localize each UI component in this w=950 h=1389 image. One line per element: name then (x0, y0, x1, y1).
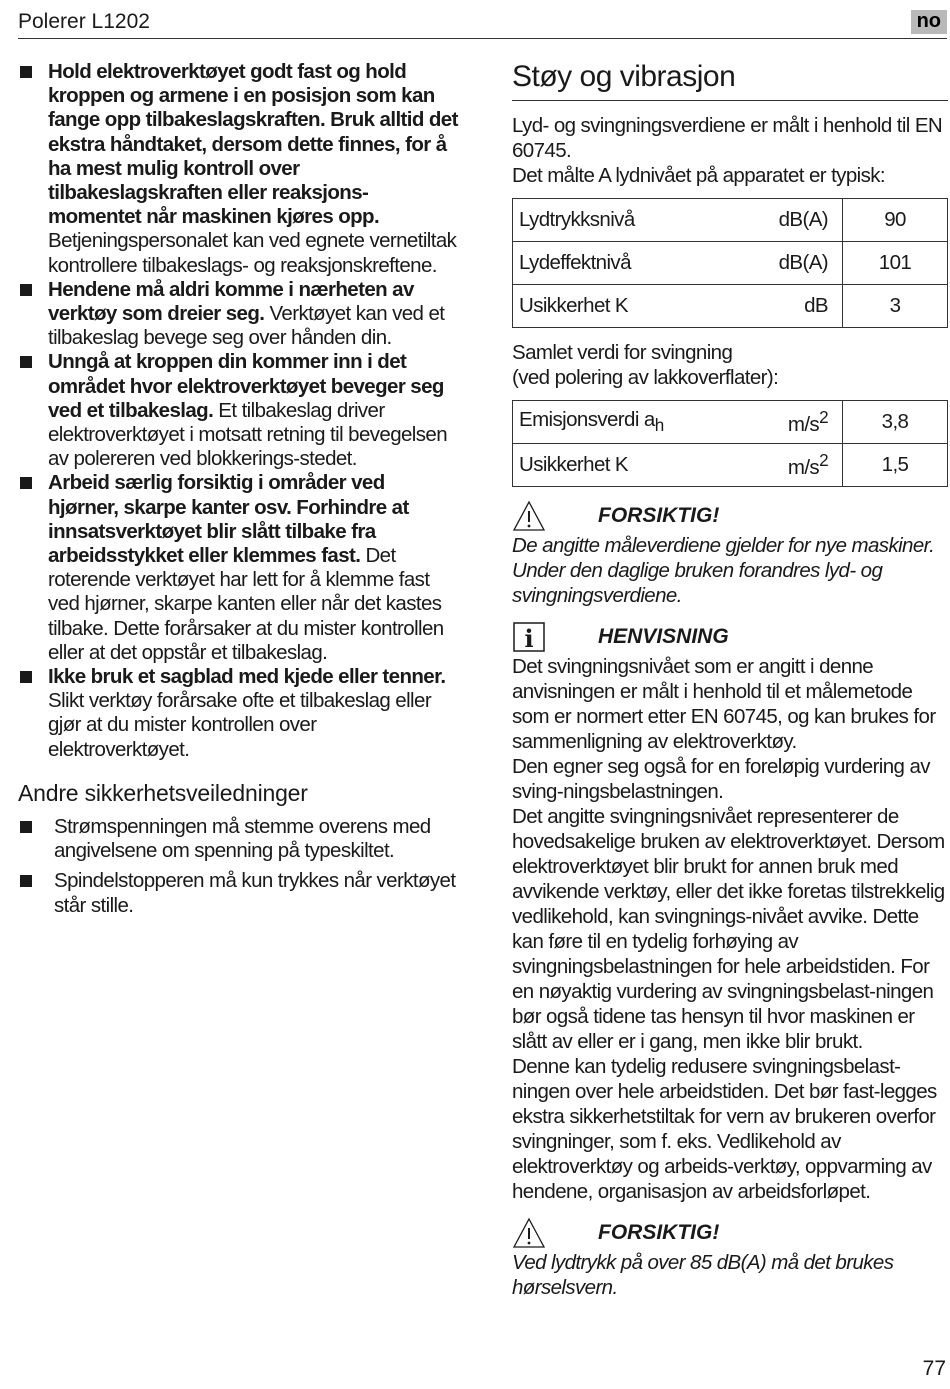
table-cell-unit: dB(A) (732, 242, 843, 285)
bullet-normal-text: Et tilbakeslag driver elektroverktøyet i motsatt retning til bevegelsen av polereren ved blokkerings-stedet. (48, 398, 448, 471)
page-number: 77 (922, 1357, 946, 1380)
table-cell-value: 101 (843, 242, 948, 285)
warning-triangle-icon (512, 1217, 546, 1249)
note-paragraph: Det angitte svingningsnivået representerer de hovedsakelige bruken av elektroverktøyet. Dersom elektroverktøyet blir brukt for annen bruk med avvikende verktøy, eller det ikke foretas tilstrekkelig vedlikehold, kan svingnings-nivået avvike. Dette kan føre til en tydelig forhøying av svingningsbelastningen for hele arbeidstiden. For en nøyaktig vurdering av svingningsbelast-ningen bør også tidene tas hensyn til hvor maskinen er slått av eller er i gang, men ikke blir brukt. (512, 805, 945, 1053)
list-item (18, 815, 458, 863)
vibration-table (512, 400, 948, 487)
caution-title: FORSIKTIG! (598, 1221, 720, 1244)
list-item (18, 278, 458, 351)
table-cell-unit (732, 401, 843, 444)
caution-header (512, 499, 948, 533)
caution-title: FORSIKTIG! (598, 504, 720, 527)
language-badge: no (911, 10, 947, 34)
bullet-text: Spindelstopperen må kun trykkes når verktøyet står stille. (54, 869, 456, 917)
note-title: HENVISNING (598, 625, 729, 648)
square-bullet-icon (20, 477, 32, 489)
list-item (18, 60, 458, 278)
page-header (18, 6, 947, 39)
bullet-bold-text: Arbeid særlig forsiktig i områder ved hjørner, skarpe kanter osv. Forhindre at innsatsverktøyet blir slått tilbake fra arbeidsstykket eller klemmes fast. (48, 471, 409, 568)
unit-superscript: 2 (819, 450, 828, 470)
intro-paragraph: Lyd- og svingningsverdiene er målt i henhold til EN 60745. (512, 114, 943, 162)
intro-paragraph-2: Det målte A lydnivået på apparatet er typisk: (512, 164, 885, 187)
note-header (512, 620, 948, 654)
document-title: Polerer L1202 (18, 10, 150, 33)
table-row (513, 285, 948, 328)
note-paragraph: Denne kan tydelig redusere svingningsbelast-ningen over hele arbeidstiden. Det bør fast-legges ekstra sikkerhetstiltak for vern av brukeren overfor svingninger, som f. eks. Vedlikehold av elektroverktøy og arbeids-verktøy, oppvarming av hendene, organisasjon av arbeidsforløpet. (512, 1055, 937, 1203)
list-item (18, 665, 458, 762)
safety-bullet-list (18, 60, 458, 762)
table-cell-label: Lydtrykksnivå (513, 199, 733, 242)
square-bullet-icon (20, 875, 32, 887)
label-text: Usikkerhet K (519, 453, 629, 476)
label-text: Emisjonsverdi a (519, 407, 655, 431)
square-bullet-icon (20, 821, 32, 833)
table-cell-label (513, 401, 733, 444)
unit-superscript: 2 (819, 407, 828, 427)
note-paragraph: Det svingningsnivået som er angitt i denne anvisningen er målt i henhold til et målemetode som er normert etter EN 60745, og kan brukes for sammenligning av elektroverktøy. (512, 655, 936, 753)
bullet-normal-text: Verktøyet kan ved et tilbakeslag bevege seg over hånden din. (48, 302, 445, 350)
table-cell-unit (732, 444, 843, 487)
table-row (513, 444, 948, 487)
bullet-normal-text: Betjeningspersonalet kan ved egnete vernetiltak kontrollere tilbakeslags- og reaksjonskreftene. (48, 229, 457, 277)
note-paragraph: Den egner seg også for en foreløpig vurdering av sving-ningsbelastningen. (512, 755, 930, 803)
table-cell-value: 3,8 (843, 401, 948, 444)
bullet-text: Strømspenningen må stemme overens med angivelsene om spenning på typeskiltet. (54, 814, 431, 863)
table-row (513, 242, 948, 285)
other-safety-list (18, 815, 458, 918)
right-column (512, 60, 948, 1300)
caution-header-2 (512, 1216, 948, 1250)
table-cell-label: Usikkerhet K (513, 285, 733, 328)
table-cell-value: 3 (843, 285, 948, 328)
caution-text: Ved lydtrykk på over 85 dB(A) må det brukes hørselsvern. (512, 1251, 894, 1299)
square-bullet-icon (20, 284, 32, 296)
table-cell-label (513, 444, 733, 487)
list-item (18, 869, 458, 917)
square-bullet-icon (20, 671, 32, 683)
bullet-bold-text: Hendene må aldri komme i nærheten av verktøy som dreier seg. (48, 277, 414, 326)
unit-text: m/s (787, 455, 820, 479)
svg-text:i: i (524, 624, 534, 653)
section-heading: Støy og vibrasjon (512, 60, 948, 101)
table-cell-value: 1,5 (843, 444, 948, 487)
section-subheading: Andre sikkerhetsveiledninger (18, 779, 308, 806)
info-icon (512, 621, 546, 653)
table-cell-unit: dB(A) (732, 199, 843, 242)
square-bullet-icon (20, 356, 32, 368)
unit-text: m/s (787, 412, 820, 436)
caution-text: De angitte måleverdiene gjelder for nye maskiner. Under den daglige bruken forandres lyd- og svingningsverdiene. (512, 534, 935, 607)
vibration-intro: Samlet verdi for svingning (512, 341, 733, 364)
bullet-normal-text: Slikt verktøy forårsake ofte et tilbakeslag eller gjør at du mister kontrollen over elektroverktøyet. (48, 689, 432, 761)
table-row (513, 199, 948, 242)
table-cell-label: Lydeffektnivå (513, 242, 733, 285)
square-bullet-icon (20, 66, 32, 78)
warning-triangle-icon (512, 500, 546, 532)
bullet-bold-text: Ikke bruk et sagblad med kjede eller tenner. (48, 665, 446, 689)
table-row (513, 401, 948, 444)
left-column (18, 60, 458, 924)
table-cell-unit: dB (732, 285, 843, 328)
label-subscript: h (654, 416, 664, 436)
list-item (18, 471, 458, 665)
vibration-intro-2: (ved polering av lakkoverflater): (512, 366, 779, 389)
bullet-normal-text: Det roterende verktøyet har lett for å klemme fast ved hjørner, skarpe kanten eller når det kastes tilbake. Dette forårsaker at du mister kontrollen eller at det oppstår et tilbakeslag. (48, 544, 444, 664)
list-item (18, 350, 458, 471)
bullet-bold-text: Unngå at kroppen din kommer inn i det området hvor elektroverktøyet beveger seg ved et tilbakeslag. (48, 350, 444, 422)
noise-table (512, 198, 948, 328)
bullet-bold-text: Hold elektroverktøyet godt fast og hold kroppen og armene i en posisjon som kan fange opp tilbakeslagskraften. Bruk alltid det ekstra håndtaket, dersom dette finnes, for å ha mest mulig kontroll over tilbakeslagskraften eller reaksjons-momentet når maskinen kjøres opp. (48, 60, 458, 229)
table-cell-value: 90 (843, 199, 948, 242)
